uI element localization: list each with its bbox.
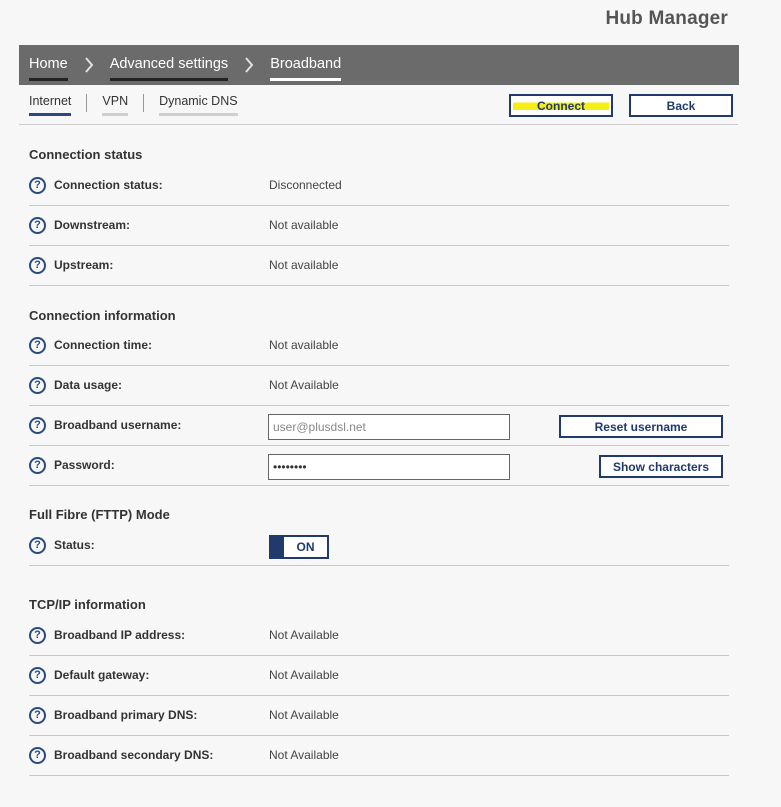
chevron-right-icon — [84, 57, 94, 73]
question-circle-icon[interactable]: ? — [29, 377, 46, 394]
divider — [19, 124, 738, 125]
row-label: Broadband primary DNS: — [54, 708, 198, 722]
row-label: Upstream: — [54, 258, 114, 272]
row-label: Connection time: — [54, 338, 152, 352]
breadcrumb-advanced-settings[interactable]: Advanced settings — [109, 56, 229, 72]
row-label: Broadband IP address: — [54, 628, 186, 642]
reset-username-button[interactable]: Reset username — [559, 415, 723, 438]
row-data-usage — [29, 366, 729, 406]
row-label: Broadband username: — [54, 418, 182, 432]
row-value: Disconnected — [269, 178, 342, 192]
row-connection-time — [29, 326, 729, 366]
row-downstream — [29, 206, 729, 246]
row-password — [29, 446, 729, 486]
tab-internet[interactable]: Internet — [29, 94, 71, 116]
connect-button[interactable] — [509, 94, 613, 117]
row-upstream — [29, 246, 729, 286]
row-broadband-ip — [29, 616, 729, 656]
question-circle-icon[interactable]: ? — [29, 667, 46, 684]
username-input[interactable] — [268, 414, 510, 440]
chevron-right-icon — [244, 57, 254, 73]
row-value: Not Available — [269, 668, 339, 682]
row-label: Default gateway: — [54, 668, 150, 682]
row-connection-status — [29, 166, 729, 206]
row-label: Status: — [54, 538, 95, 552]
breadcrumb — [19, 45, 739, 85]
question-circle-icon[interactable]: ? — [29, 177, 46, 194]
app-title: Hub Manager — [605, 8, 728, 29]
row-value: Not Available — [269, 628, 339, 642]
question-circle-icon[interactable]: ? — [29, 337, 46, 354]
password-input[interactable] — [268, 454, 510, 480]
tab-bar — [29, 94, 238, 116]
breadcrumb-broadband: Broadband — [270, 56, 342, 72]
section-title-fttp: Full Fibre (FTTP) Mode — [29, 507, 170, 522]
section-title-connection-information: Connection information — [29, 308, 176, 323]
row-value: Not available — [269, 258, 339, 272]
breadcrumb-home[interactable]: Home — [29, 56, 68, 72]
back-button[interactable]: Back — [629, 94, 733, 117]
row-fttp-status — [29, 526, 729, 566]
row-value: Not available — [269, 218, 339, 232]
row-label: Data usage: — [54, 378, 123, 392]
tab-divider — [86, 94, 87, 112]
question-circle-icon[interactable]: ? — [29, 747, 46, 764]
row-label: Password: — [54, 458, 115, 472]
tab-divider — [143, 94, 144, 112]
question-circle-icon[interactable]: ? — [29, 457, 46, 474]
row-label: Broadband secondary DNS: — [54, 748, 214, 762]
question-circle-icon[interactable]: ? — [29, 627, 46, 644]
question-circle-icon[interactable]: ? — [29, 257, 46, 274]
row-value: Not Available — [269, 708, 339, 722]
row-label: Downstream: — [54, 218, 131, 232]
row-value: Not available — [269, 338, 339, 352]
fttp-toggle[interactable] — [269, 535, 329, 559]
tab-dynamic-dns[interactable]: Dynamic DNS — [159, 94, 238, 116]
row-default-gateway — [29, 656, 729, 696]
section-title-tcpip: TCP/IP information — [29, 597, 146, 612]
show-characters-button[interactable]: Show characters — [599, 455, 723, 478]
toggle-label: ON — [296, 540, 315, 554]
row-secondary-dns — [29, 736, 729, 776]
row-label: Connection status: — [54, 178, 163, 192]
toggle-knob — [271, 537, 284, 557]
section-title-connection-status: Connection status — [29, 147, 143, 162]
question-circle-icon[interactable]: ? — [29, 417, 46, 434]
question-circle-icon[interactable]: ? — [29, 217, 46, 234]
tab-vpn[interactable]: VPN — [102, 94, 128, 116]
row-broadband-username — [29, 406, 729, 446]
row-value: Not Available — [269, 378, 339, 392]
connect-button-label: Connect — [513, 99, 609, 113]
row-primary-dns — [29, 696, 729, 736]
question-circle-icon[interactable]: ? — [29, 537, 46, 554]
question-circle-icon[interactable]: ? — [29, 707, 46, 724]
row-value: Not Available — [269, 748, 339, 762]
